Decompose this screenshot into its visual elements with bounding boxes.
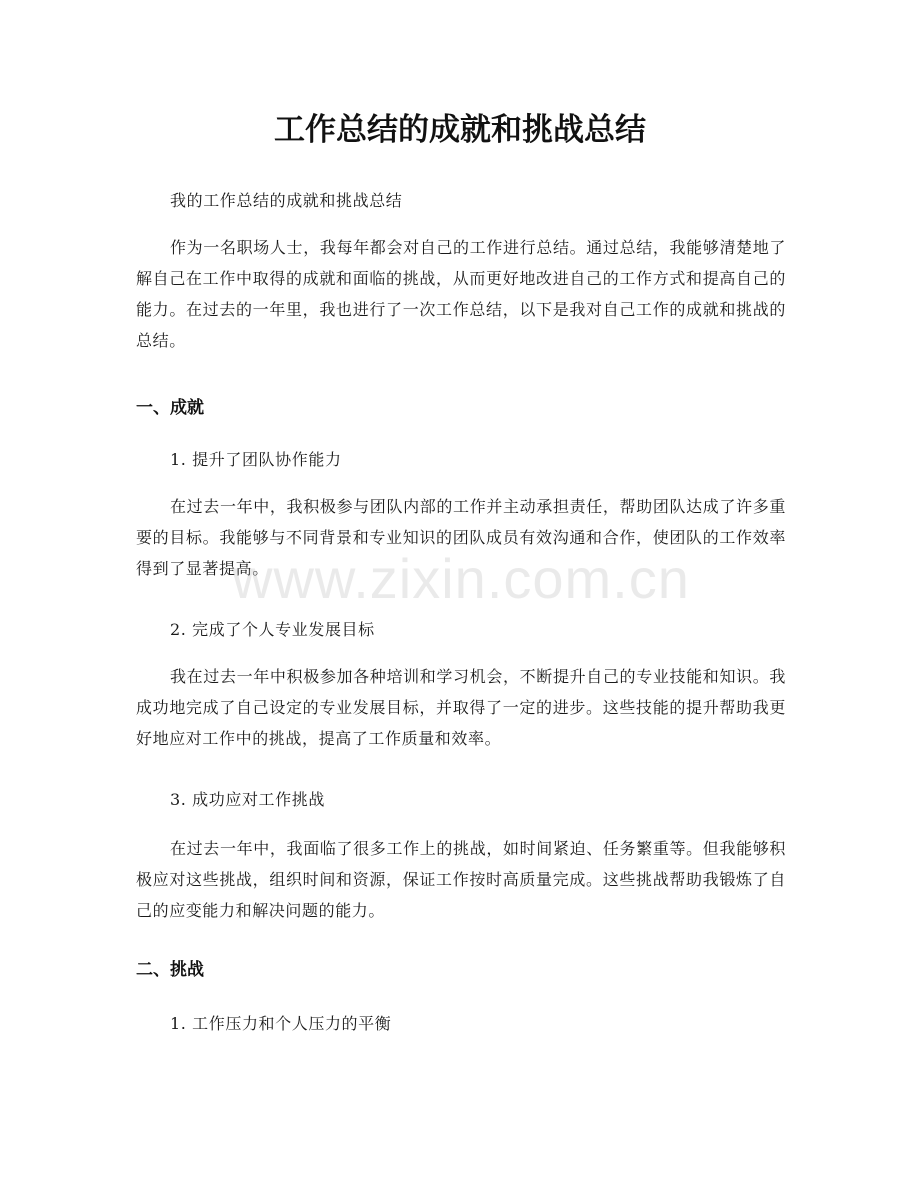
- achievement-body-1: 在过去一年中，我积极参与团队内部的工作并主动承担责任，帮助团队达成了许多重要的目标。我能够与不同背景和专业知识的团队成员有效沟通和合作，使团队的工作效率得到了显著提高。: [136, 497, 786, 578]
- section-heading-challenges: 二、挑战: [136, 960, 204, 980]
- watermark-text: www.zixin.com.cn: [232, 547, 690, 610]
- document-title: 工作总结的成就和挑战总结: [274, 112, 646, 148]
- challenge-subheading-1: 1. 工作压力和个人压力的平衡: [170, 1014, 392, 1033]
- achievement-subheading-2: 2. 完成了个人专业发展目标: [170, 620, 375, 639]
- intro-line: 我的工作总结的成就和挑战总结: [170, 191, 403, 210]
- intro-paragraph: 作为一名职场人士，我每年都会对自己的工作进行总结。通过总结，我能够清楚地了解自己在工作中取得的成就和面临的挑战，从而更好地改进自己的工作方式和提高自己的能力。在过去的一年里，我也进行了一次工作总结，以下是我对自己工作的成就和挑战的总结。: [136, 238, 786, 350]
- achievement-body-3: 在过去一年中，我面临了很多工作上的挑战，如时间紧迫、任务繁重等。但我能够积极应对这些挑战，组织时间和资源，保证工作按时高质量完成。这些挑战帮助我锻炼了自己的应变能力和解决问题的能力。: [136, 839, 786, 920]
- achievement-body-2: 我在过去一年中积极参加各种培训和学习机会，不断提升自己的专业技能和知识。我成功地完成了自己设定的专业发展目标，并取得了一定的进步。这些技能的提升帮助我更好地应对工作中的挑战，提高了工作质量和效率。: [136, 667, 786, 748]
- section-heading-achievements: 一、成就: [136, 398, 204, 418]
- achievement-subheading-3: 3. 成功应对工作挑战: [170, 790, 325, 809]
- achievement-subheading-1: 1. 提升了团队协作能力: [170, 450, 342, 469]
